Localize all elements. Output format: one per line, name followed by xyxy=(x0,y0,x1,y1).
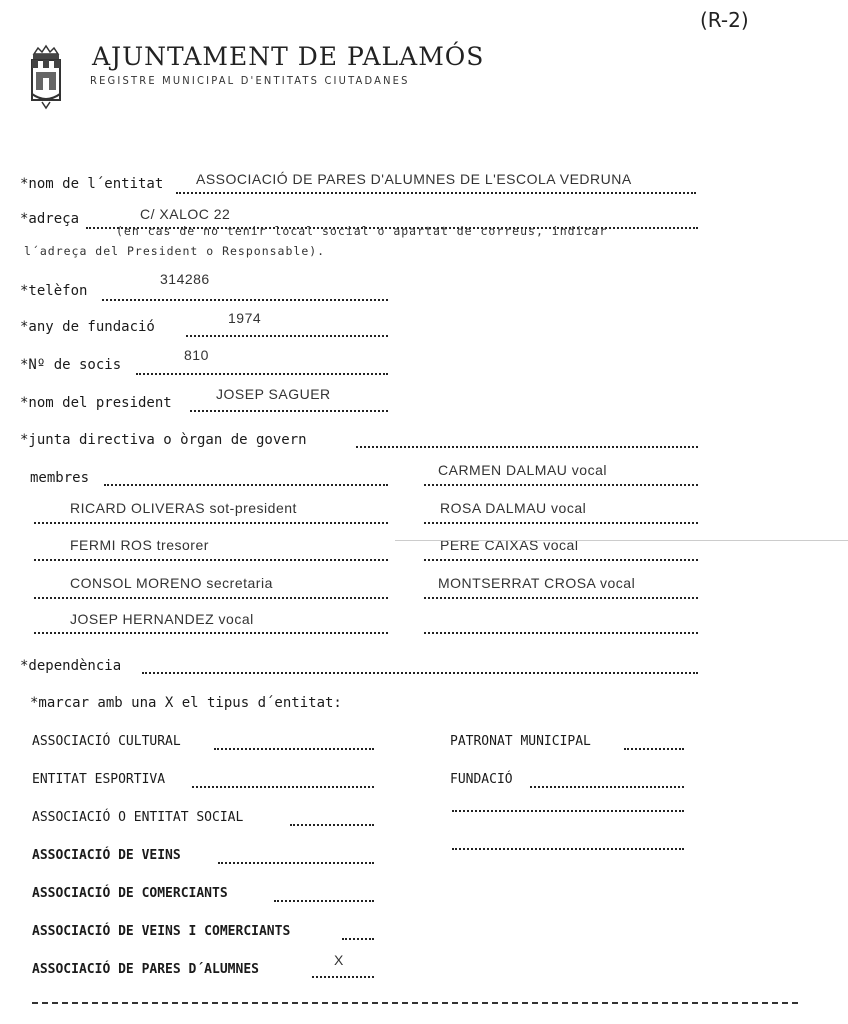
registry-subtitle: REGISTRE MUNICIPAL D'ENTITATS CIUTADANES xyxy=(90,74,410,87)
option-esportiva[interactable]: ENTITAT ESPORTIVA xyxy=(32,772,166,787)
member-right-2: PERE CAIXAS vocal xyxy=(440,537,579,553)
option-cultural[interactable]: ASSOCIACIÓ CULTURAL xyxy=(32,734,181,749)
board-dots xyxy=(356,446,698,448)
member-left-3: JOSEP HERNANDEZ vocal xyxy=(70,611,254,627)
member-left-1-dots xyxy=(34,559,388,561)
option-fundacio-dots xyxy=(530,786,684,788)
option-veins-comerciants[interactable]: ASSOCIACIÓ DE VEINS I COMERCIANTS xyxy=(32,924,291,939)
member-right-4-dots xyxy=(424,632,698,634)
option-blank-1-dots[interactable] xyxy=(452,810,684,812)
footer-dashed-line xyxy=(32,1002,798,1004)
members-dots-row0-left xyxy=(104,484,388,486)
founding-year-value: 1974 xyxy=(228,310,262,326)
phone-dots xyxy=(102,299,388,301)
option-esportiva-dots xyxy=(192,786,374,788)
option-fundacio[interactable]: FUNDACIÓ xyxy=(450,772,513,787)
address-label: *adreça xyxy=(20,211,80,227)
president-label: *nom del president xyxy=(20,395,172,411)
member-left-2-dots xyxy=(34,597,388,599)
entity-type-instruction: *marcar amb una X el tipus d´entitat: xyxy=(30,695,342,711)
members-count-value: 810 xyxy=(184,347,209,363)
members-count-label: *Nº de socis xyxy=(20,357,122,373)
option-blank-2-dots[interactable] xyxy=(452,848,684,850)
founding-year-dots xyxy=(186,335,388,337)
member-right-1-dots xyxy=(424,522,698,524)
members-label: membres xyxy=(30,470,90,486)
dependency-dots xyxy=(142,672,698,674)
selected-x-mark: X xyxy=(334,952,344,968)
entity-name-dots xyxy=(176,192,696,194)
option-pares-alumnes-dots xyxy=(312,976,374,978)
address-note-line1: (en cas de no tenir local social o apartat de correus, indicar xyxy=(116,224,608,238)
option-patronat[interactable]: PATRONAT MUNICIPAL xyxy=(450,734,591,749)
member-right-0: CARMEN DALMAU vocal xyxy=(438,462,607,478)
option-veins-comerciants-dots xyxy=(342,938,374,940)
phone-label: *telèfon xyxy=(20,283,88,299)
member-right-1: ROSA DALMAU vocal xyxy=(440,500,587,516)
entity-name-value: ASSOCIACIÓ DE PARES D'ALUMNES DE L'ESCOLA VEDRUNA xyxy=(196,171,632,187)
president-value: JOSEP SAGUER xyxy=(216,386,331,402)
founding-year-label: *any de fundació xyxy=(20,319,155,335)
member-left-2: CONSOL MORENO secretaria xyxy=(70,575,273,591)
board-label: *junta directiva o òrgan de govern xyxy=(20,432,307,448)
entity-name-label: *nom de l´entitat xyxy=(20,176,164,192)
option-pares-alumnes[interactable]: ASSOCIACIÓ DE PARES D´ALUMNES xyxy=(32,962,259,977)
member-left-0: RICARD OLIVERAS sot-president xyxy=(70,500,297,516)
option-social[interactable]: ASSOCIACIÓ O ENTITAT SOCIAL xyxy=(32,810,244,825)
coat-of-arms-logo xyxy=(26,44,66,110)
member-right-3: MONTSERRAT CROSA vocal xyxy=(438,575,636,591)
member-right-3-dots xyxy=(424,597,698,599)
president-dots xyxy=(190,410,388,412)
option-veins-dots xyxy=(218,862,374,864)
member-left-0-dots xyxy=(34,522,388,524)
members-count-dots xyxy=(136,373,388,375)
handwritten-reference: (R-2) xyxy=(700,8,749,32)
stray-scan-line xyxy=(395,540,848,541)
option-veins[interactable]: ASSOCIACIÓ DE VEINS xyxy=(32,848,181,863)
dependency-label: *dependència xyxy=(20,658,122,674)
member-left-3-dots xyxy=(34,632,388,634)
member-right-2-dots xyxy=(424,559,698,561)
address-note-line2: l´adreça del President o Responsable). xyxy=(24,244,326,258)
option-cultural-dots xyxy=(214,748,374,750)
member-right-0-dots xyxy=(424,484,698,486)
option-comerciants[interactable]: ASSOCIACIÓ DE COMERCIANTS xyxy=(32,886,228,901)
municipality-title: AJUNTAMENT DE PALAMÓS xyxy=(92,42,485,71)
phone-value: 314286 xyxy=(160,271,210,287)
address-value: C/ XALOC 22 xyxy=(140,206,231,222)
option-patronat-dots xyxy=(624,748,684,750)
option-comerciants-dots xyxy=(274,900,374,902)
member-left-1: FERMI ROS tresorer xyxy=(70,537,209,553)
option-social-dots xyxy=(290,824,374,826)
